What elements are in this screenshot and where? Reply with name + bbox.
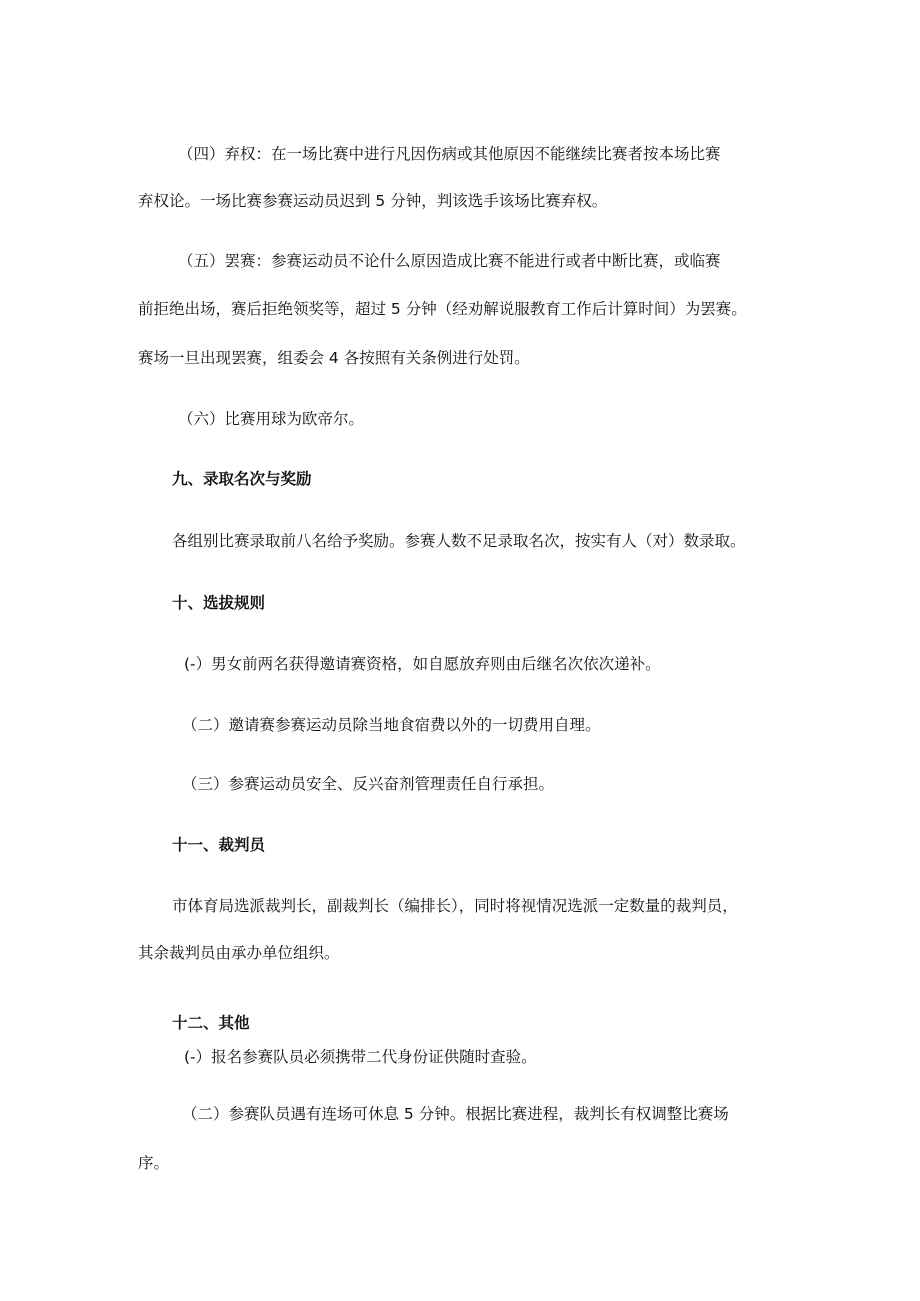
para-referees-line-2: 其余裁判员由承办单位组织。 — [138, 944, 340, 962]
section-heading-selection: 十、选拔规则 — [172, 594, 266, 612]
para-other-2-line-2: 序。 — [138, 1154, 170, 1172]
para-strike-line-3: 赛场一旦出现罢赛，组委会 4 各按照有关条例进行处罚。 — [138, 349, 530, 367]
para-forfeit-line-1: （四）弃权：在一场比赛中进行凡因伤病或其他原因不能继续比赛者按本场比赛 — [178, 145, 721, 163]
section-heading-referees: 十一、裁判员 — [172, 836, 266, 854]
para-match-ball: （六）比赛用球为欧帝尔。 — [178, 410, 365, 428]
para-other-2-line-1: （二）参赛队员遇有连场可休息 5 分钟。根据比赛进程，裁判长有权调整比赛场 — [182, 1105, 729, 1123]
section-heading-awards: 九、录取名次与奖励 — [172, 470, 312, 488]
section-heading-other: 十二、其他 — [172, 1014, 250, 1032]
para-selection-2: （二）邀请赛参赛运动员除当地食宿费以外的一切费用自理。 — [182, 716, 601, 734]
para-forfeit-line-2: 弃权论。一场比赛参赛运动员迟到 5 分钟，判该选手该场比赛弃权。 — [138, 192, 608, 210]
para-referees-line-1: 市体育局选派裁判长，副裁判长（编排长），同时将视情况选派一定数量的裁判员， — [172, 897, 738, 915]
para-strike-line-2: 前拒绝出场，赛后拒绝领奖等，超过 5 分钟（经劝解说服教育工作后计算时间）为罢赛。 — [138, 300, 747, 318]
para-strike-line-1: （五）罢赛：参赛运动员不论什么原因造成比赛不能进行或者中断比赛，或临赛 — [178, 252, 721, 270]
para-selection-1: (-）男女前两名获得邀请赛资格，如自愿放弃则由后继名次依次递补。 — [184, 655, 661, 673]
para-awards: 各组别比赛录取前八名给予奖励。参赛人数不足录取名次，按实有人（对）数录取。 — [172, 532, 746, 550]
para-other-1: (-）报名参赛队员必须携带二代身份证供随时查验。 — [184, 1048, 537, 1066]
para-selection-3: （三）参赛运动员安全、反兴奋剂管理责任自行承担。 — [182, 775, 555, 793]
